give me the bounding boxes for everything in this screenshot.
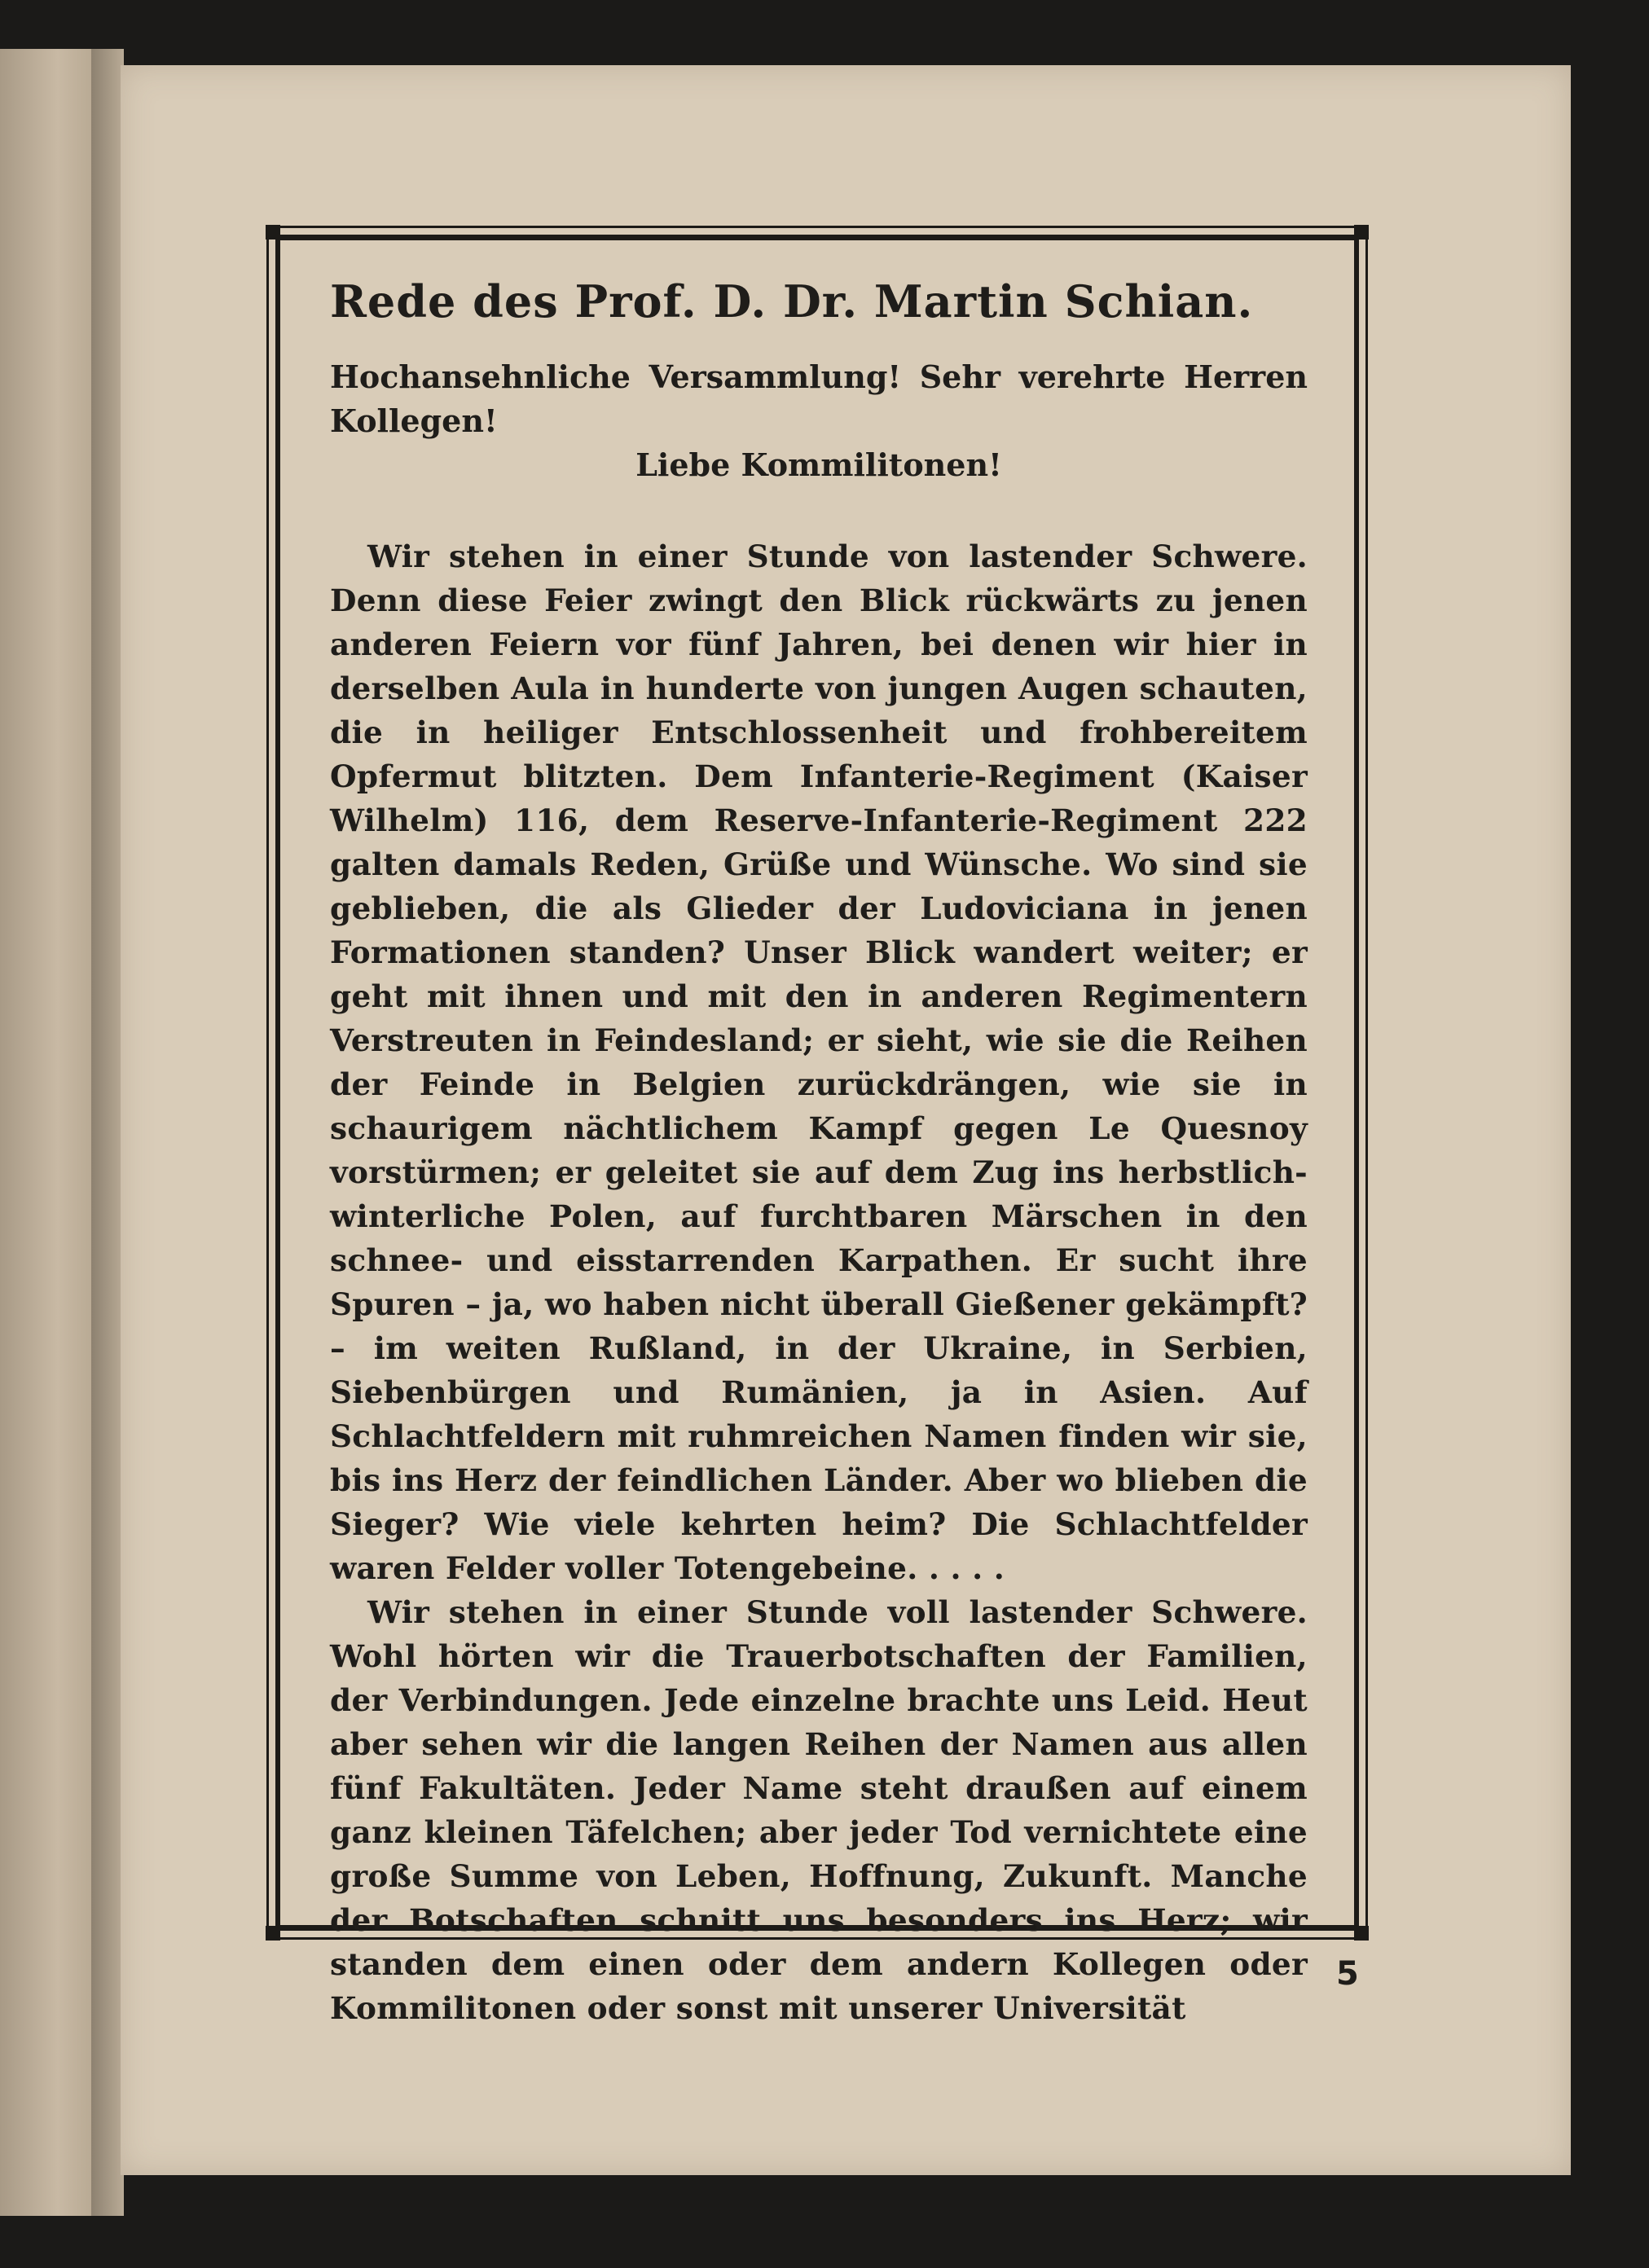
- frame-corner-ornament: [266, 1926, 280, 1941]
- frame-corner-ornament: [1354, 1926, 1369, 1941]
- body-paragraph-2: Wir stehen in einer Stunde voll lastender Schwere. Wohl hörten wir die Trauerbotschaften der Familien, der Verbindungen. Jede einzelne brachte uns Leid. Heut aber sehen wir die langen Reihen der Namen aus allen fünf Fakultäten. Jeder Name steht draußen auf einem ganz kleinen Täfelchen; aber jeder Tod vernichtete eine große Summe von Leben, Hoffnung, Zukunft. Manche der Botschaften schnitt uns besonders ins Herz; wir standen dem einen oder dem andern Kollegen oder Kommilitonen oder sonst mit unserer Universität: [330, 1594, 1308, 2026]
- salutation-line-1: Hochansehnliche Versammlung! Sehr verehrte Herren Kollegen!: [330, 358, 1308, 439]
- speech-text-block: [330, 275, 1308, 2030]
- body-paragraph-1: Wir stehen in einer Stunde von lastender Schwere. Denn diese Feier zwingt den Blick rückwärts zu jenen anderen Feiern vor fünf Jahren, bei denen wir hier in derselben Aula in hunderte von jungen Augen schauten, die in heiliger Entschlossenheit und frohbereitem Opfermut blitzten. Dem Infanterie-Regiment (Kaiser Wilhelm) 116, dem Reserve-Infanterie-Regiment 222 galten damals Reden, Grüße und Wünsche. Wo sind sie geblieben, die als Glieder der Ludoviciana in jenen Formationen standen? Unser Blick wandert weiter; er geht mit ihnen und mit den in anderen Regimentern Verstreuten in Feindesland; er sieht, wie sie die Reihen der Feinde in Belgien zurückdrängen, wie sie in schaurigem nächtlichem Kampf gegen Le Quesnoy vorstürmen; er geleitet sie auf dem Zug ins herbstlich-winterliche Polen, auf furchtbaren Märschen in den schnee- und eisstarrenden Karpathen. Er sucht ihre Spuren – ja, wo haben nicht überall Gießener gekämpft? – im weiten Rußland, in der Ukraine, in Serbien, Siebenbürgen und Rumänien, ja in Asien. Auf Schlachtfeldern mit ruhmreichen Namen finden wir sie, bis ins Herz der feindlichen Länder. Aber wo blieben die Sieger? Wie viele kehrten heim? Die Schlachtfelder waren Felder voller Totengebeine. . . . .: [330, 538, 1308, 1586]
- facing-page-edge: [0, 49, 96, 2216]
- frame-corner-ornament: [266, 225, 280, 240]
- page-number: 5: [1336, 1955, 1359, 1993]
- frame-corner-ornament: [1354, 225, 1369, 240]
- salutation: [330, 355, 1308, 487]
- book-gutter: [91, 49, 124, 2216]
- speech-heading: Rede des Prof. D. Dr. Martin Schian.: [330, 275, 1254, 327]
- salutation-line-2: Liebe Kommilitonen!: [635, 446, 1002, 483]
